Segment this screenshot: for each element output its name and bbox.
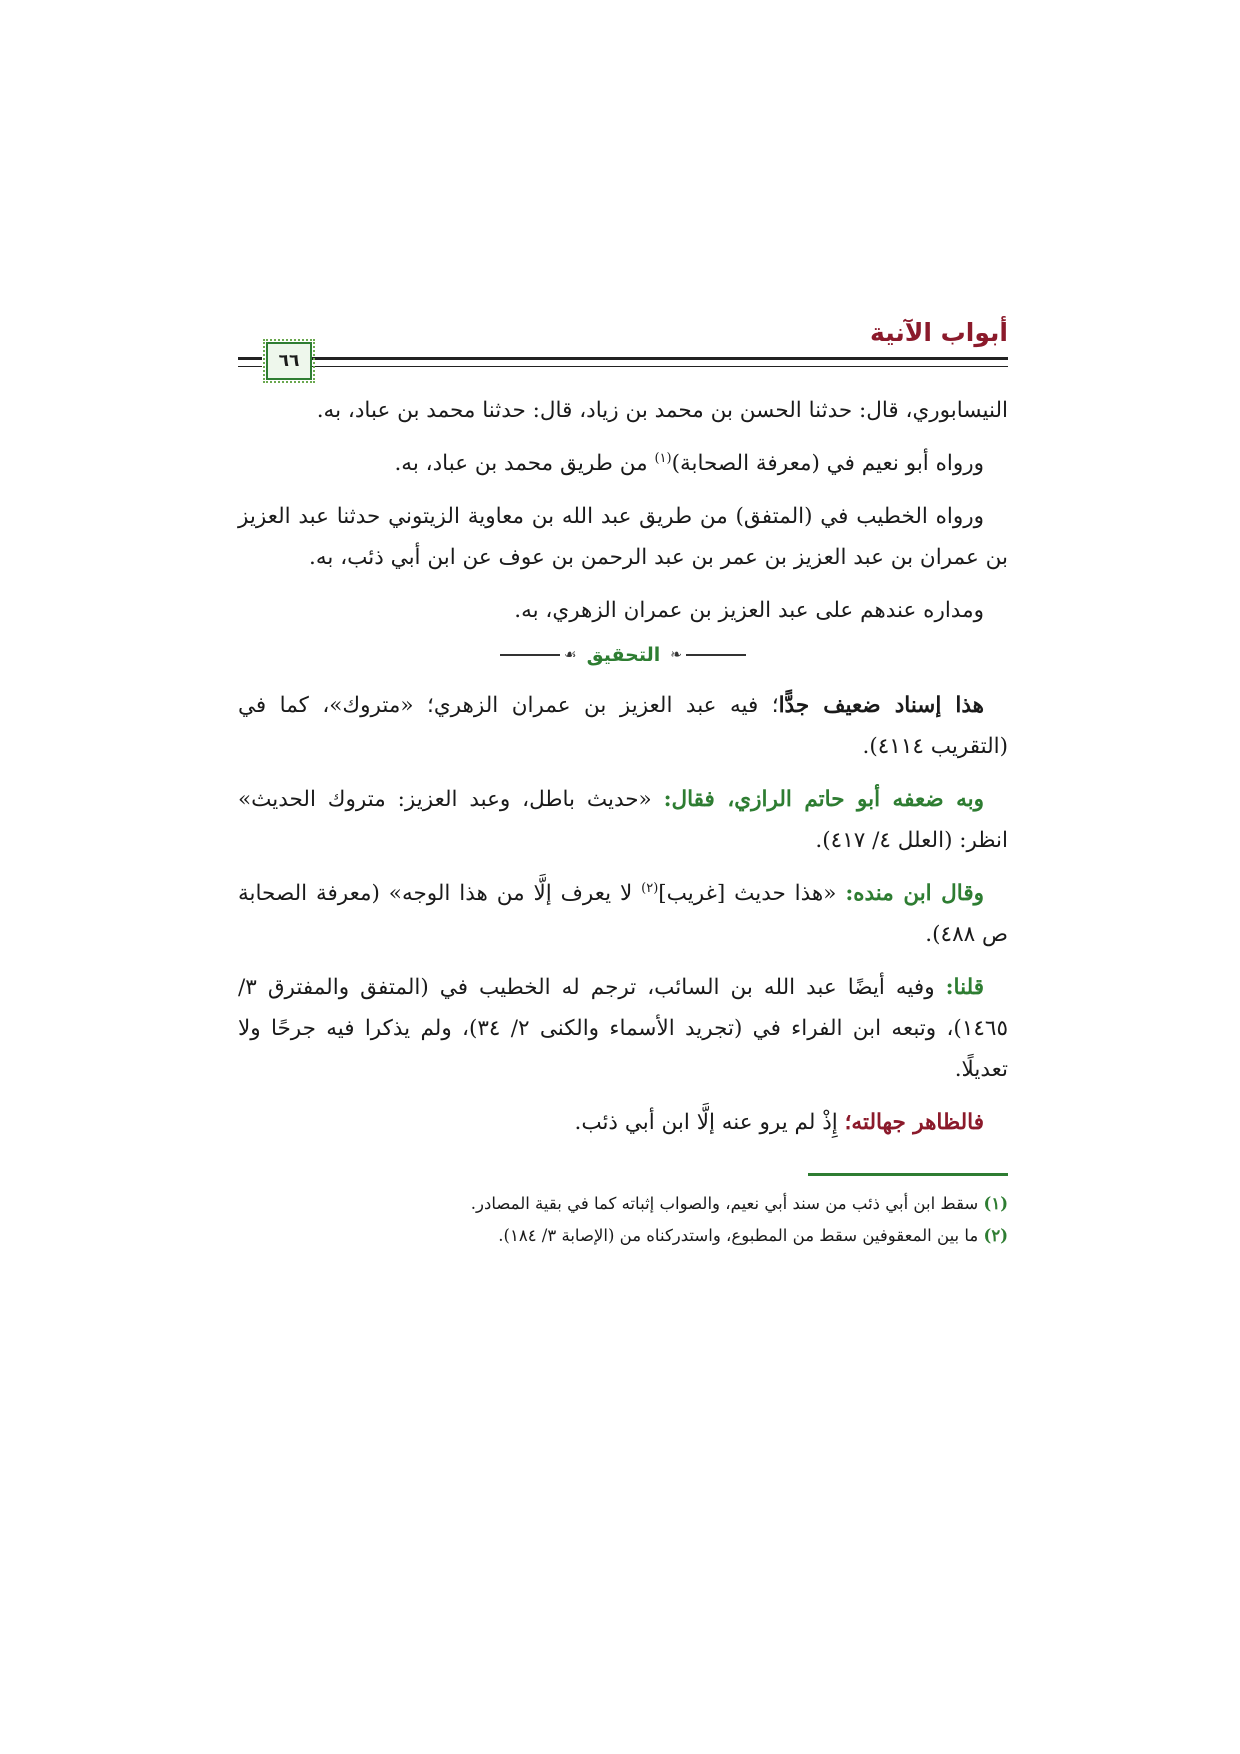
paragraph-4: ومداره عندهم على عبد العزيز بن عمران الزهري، به. bbox=[514, 598, 984, 623]
analysis-5-lead: فالظاهر جهالته؛ bbox=[844, 1110, 984, 1135]
analysis-1-text: ؛ فيه عبد العزيز بن عمران الزهري؛ «متروك»، كما في (التقريب ٤١١٤). bbox=[238, 693, 1008, 759]
footnote-ref-2[interactable]: (٢) bbox=[641, 880, 659, 896]
header-rule-end bbox=[238, 357, 262, 367]
analysis-paragraph-5 bbox=[238, 1102, 1008, 1143]
footnote-text: ما بين المعقوفين سقط من المطبوع، واستدركناه من (الإصابة ٣/ ١٨٤). bbox=[498, 1226, 984, 1245]
footnote-2 bbox=[238, 1220, 1008, 1252]
section-title: التحقيق bbox=[586, 644, 661, 666]
analysis-paragraph-2 bbox=[238, 779, 1008, 861]
analysis-5-text: إِذْ لم يرو عنه إلَّا ابن أبي ذئب. bbox=[574, 1110, 845, 1135]
footnote-number: (١) bbox=[983, 1194, 1008, 1213]
divider-line-right bbox=[686, 654, 746, 656]
ornament-icon: ☙ bbox=[564, 647, 577, 663]
ornament-icon: ❧ bbox=[670, 647, 682, 663]
analysis-2-lead: وبه ضعفه أبو حاتم الرازي، فقال: bbox=[663, 787, 984, 812]
header-rule bbox=[312, 357, 1008, 367]
analysis-paragraph-1 bbox=[238, 685, 1008, 767]
page-header bbox=[238, 310, 1008, 390]
analysis-paragraph-4 bbox=[238, 967, 1008, 1090]
footnote-number: (٢) bbox=[983, 1226, 1008, 1245]
chapter-title: أبواب الآنية bbox=[870, 318, 1008, 347]
analysis-paragraph-3 bbox=[238, 873, 1008, 955]
analysis-4-text: وفيه أيضًا عبد الله بن السائب، ترجم له الخطيب في (المتفق والمفترق ٣/ ١٤٦٥)، وتبعه ابن الفراء في (تجريد الأسماء والكنى ٢/ ٣٤)، ولم يذكرا فيه جرحًا ولا تعديلًا. bbox=[238, 975, 1009, 1082]
analysis-2-text: «حديث باطل، وعبد العزيز: متروك الحديث» انظر: (العلل ٤/ ٤١٧). bbox=[238, 787, 1008, 853]
footnote-ref-1[interactable]: (١) bbox=[654, 450, 672, 466]
footnote-text: سقط ابن أبي ذئب من سند أبي نعيم، والصواب إثباته كما في بقية المصادر. bbox=[470, 1194, 984, 1213]
paragraph-2-text: ورواه أبو نعيم في (معرفة الصحابة) bbox=[671, 451, 984, 476]
footnote-1 bbox=[238, 1188, 1008, 1220]
section-divider bbox=[238, 643, 1008, 667]
paragraph-1: النيسابوري، قال: حدثنا الحسن بن محمد بن زياد، قال: حدثنا محمد بن عباد، به. bbox=[316, 398, 1008, 423]
verdict-text: هذا إسناد ضعيف جدًّا bbox=[778, 693, 984, 718]
divider-line-left bbox=[500, 654, 560, 656]
analysis-3-lead: وقال ابن منده: bbox=[845, 881, 985, 906]
footnote-separator bbox=[808, 1173, 1008, 1176]
paragraph-2 bbox=[238, 443, 1008, 484]
analysis-3-tail: لا يعرف إلَّا من هذا الوجه» (معرفة الصحابة ص ٤٨٨). bbox=[238, 881, 1008, 947]
page-number-badge: ٦٦ bbox=[266, 342, 312, 380]
paragraph-3: ورواه الخطيب في (المتفق) من طريق عبد الله بن معاوية الزيتوني حدثنا عبد العزيز بن عمران بن عبد العزيز بن عمر بن عبد الرحمن بن عوف عن ابن أبي ذئب، به. bbox=[238, 504, 1008, 570]
analysis-3-text: «هذا حديث [غريب] bbox=[658, 881, 846, 906]
paragraph-2-tail: من طريق محمد بن عباد، به. bbox=[394, 451, 655, 476]
analysis-4-lead: قلنا: bbox=[945, 975, 984, 1000]
document-page bbox=[238, 310, 1008, 1252]
